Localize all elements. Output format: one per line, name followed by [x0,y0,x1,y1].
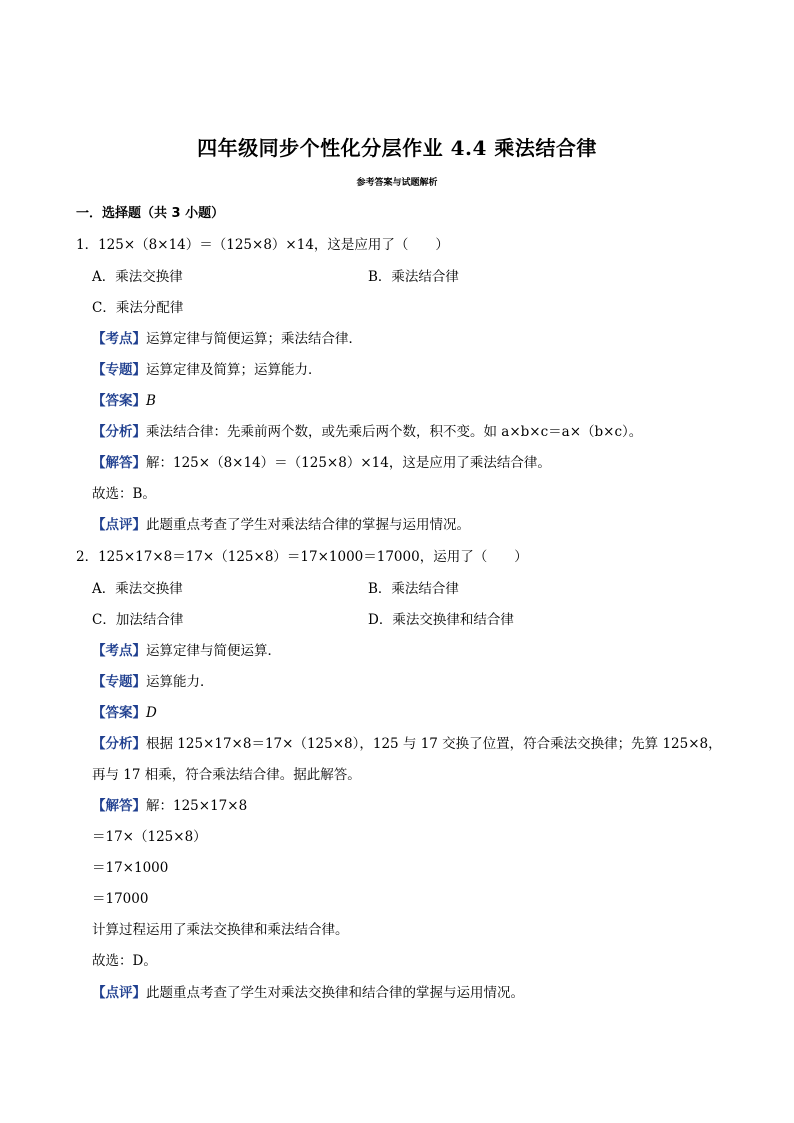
zhuanti-tag: 【专题】 [92,674,146,690]
q1-jieda-text: 解：125×（8×14）＝（125×8）×14，这是应用了乘法结合律。 [146,455,551,471]
q2-dianping-text: 此题重点考查了学生对乘法交换律和结合律的掌握与运用情况。 [146,985,524,1001]
q1-option-c: C．乘法分配律 [92,300,184,316]
q1-answer-text: B [146,393,156,409]
q2-fenxi-text-1: 根据 125×17×8＝17×（125×8），125 与 17 交换了位置，符合乘法交换律；先算 125×8， [146,736,722,752]
q2-zhuanti-text: 运算能力． [146,674,214,690]
q2-dianping [92,984,524,1002]
jieda-tag: 【解答】 [92,455,146,471]
q1-stem: 1．125×（8×14）＝（125×8）×14，这是应用了（ ） [76,237,449,253]
q1-guxuan: 故选：B。 [92,486,156,502]
q2-fenxi-text-2: 再与 17 相乘，符合乘法结合律。据此解答。 [92,767,361,783]
jieda-tag: 【解答】 [92,798,146,814]
q1-fenxi-text: 乘法结合律：先乘前两个数，或先乘后两个数，积不变。如 a×b×c＝a×（b×c）。 [146,424,643,440]
q2-jieda [92,797,247,815]
answer-tag: 【答案】 [92,705,146,721]
q2-guxuan: 故选：D。 [92,953,157,969]
q1-jieda [92,454,551,472]
dianping-tag: 【点评】 [92,985,146,1001]
q2-answer-text: D [146,705,157,721]
q2-answer [92,704,157,722]
fenxi-tag: 【分析】 [92,736,146,752]
document-subtitle: 参考答案与试题解析 [356,178,438,188]
q2-option-a: A．乘法交换律 [92,581,183,597]
q1-dianping-text: 此题重点考查了学生对乘法结合律的掌握与运用情况。 [146,517,470,533]
q1-kaodian [92,330,362,348]
q2-kaodian-text: 运算定律与简便运算． [146,643,281,659]
q1-fenxi [92,423,642,441]
zhuanti-tag: 【专题】 [92,362,146,378]
q1-option-b: B．乘法结合律 [368,269,459,285]
q2-option-d: D．乘法交换律和结合律 [368,612,514,628]
document-title: 四年级同步个性化分层作业 4.4 乘法结合律 [197,136,597,160]
q1-answer [92,392,156,410]
q1-kaodian-text: 运算定律与简便运算；乘法结合律． [146,331,362,347]
q2-kaodian [92,642,281,660]
kaodian-tag: 【考点】 [92,643,146,659]
q1-option-a: A．乘法交换律 [92,269,183,285]
answer-tag: 【答案】 [92,393,146,409]
q2-jieda-text-3: ＝17×1000 [92,860,169,876]
q1-zhuanti-text: 运算定律及简算；运算能力． [146,362,322,378]
q2-stem: 2．125×17×8＝17×（125×8）＝17×1000＝17000，运用了（ ） [76,549,528,565]
q2-jieda-text-5: 计算过程运用了乘法交换律和乘法结合律。 [92,922,349,938]
fenxi-tag: 【分析】 [92,424,146,440]
q1-zhuanti [92,361,322,379]
q2-option-c: C．加法结合律 [92,612,184,628]
q2-option-b: B．乘法结合律 [368,581,459,597]
section-heading: 一．选择题（共 3 小题） [76,206,225,221]
q2-jieda-text-2: ＝17×（125×8） [92,829,207,845]
kaodian-tag: 【考点】 [92,331,146,347]
q2-jieda-text-1: 解：125×17×8 [146,798,248,814]
q2-jieda-text-4: ＝17000 [92,891,149,907]
q2-fenxi [92,735,722,753]
q1-dianping [92,516,470,534]
q2-zhuanti [92,673,214,691]
dianping-tag: 【点评】 [92,517,146,533]
